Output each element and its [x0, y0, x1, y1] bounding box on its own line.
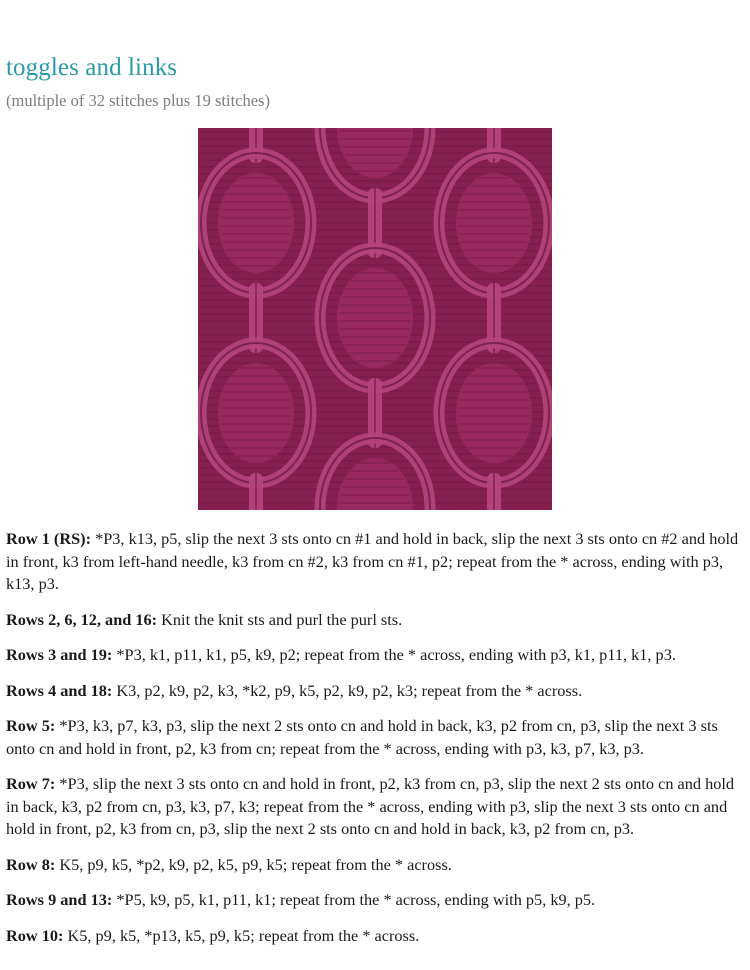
row-text: *P3, slip the next 3 sts onto cn and hold in front, p2, k3 from cn, p3, slip the next 2 sts onto cn and hold in back, k3, p2 from cn, p3, k3, p7, k3; repeat from the * across, ending with p3, slip the next 3 sts onto cn and hold in front, p2, k3 from cn, p3, slip the next 2 sts onto cn and hold in back, k3, p2 from cn, p3. [6, 774, 735, 838]
instruction-row [6, 854, 746, 877]
row-label: Row 8: [6, 854, 56, 874]
pattern-title: toggles and links [6, 54, 178, 81]
row-text: Knit the knit sts and purl the purl sts. [157, 609, 403, 629]
row-text: *P3, k13, p5, slip the next 3 sts onto cn #1 and hold in back, slip the next 3 sts onto cn #2 and hold in front, k3 from left-hand needle, k3 from cn #2, k3 from cn #1, p2; repeat from the * across, ending with p3, k13, p3. [6, 529, 739, 593]
row-label: Row 7: [6, 774, 56, 793]
instructions [6, 528, 746, 960]
pattern-subtitle: (multiple of 32 stitches plus 19 stitches) [6, 91, 270, 110]
row-label: Rows 4 and 18: [6, 680, 113, 700]
row-text: K5, p9, k5, *p13, k5, p9, k5; repeat from the * across. [63, 925, 420, 945]
instruction-row [6, 773, 746, 841]
row-label: Row 10: [6, 925, 64, 945]
instruction-row [6, 609, 746, 632]
row-text: K5, p9, k5, *p2, k9, p2, k5, p9, k5; repeat from the * across. [55, 854, 452, 874]
knitting-swatch-photo [198, 128, 552, 510]
row-label: Rows 2, 6, 12, and 16: [6, 609, 158, 629]
row-label: Rows 9 and 13: [6, 890, 113, 909]
instruction-row [6, 680, 746, 703]
swatch-illustration [198, 128, 552, 510]
row-text: *P3, k1, p11, k1, p5, k9, p2; repeat from the * across, ending with p3, k1, p11, k1, p3. [112, 645, 676, 664]
instruction-row [6, 715, 746, 760]
row-text: K3, p2, k9, p2, k3, *k2, p9, k5, p2, k9, p2, k3; repeat from the * across. [112, 680, 583, 700]
row-label: Rows 3 and 19: [6, 645, 113, 664]
row-text: *P5, k9, p5, k1, p11, k1; repeat from the * across, ending with p5, k9, p5. [112, 890, 596, 909]
row-label: Row 5: [6, 716, 56, 735]
instruction-row [6, 925, 746, 948]
instruction-row [6, 528, 746, 596]
row-text: *P3, k3, p7, k3, p3, slip the next 2 sts onto cn and hold in back, k3, p2 from cn, p3, slip the next 3 sts onto cn and hold in front, p2, k3 from cn; repeat from the * across, ending with p3, k3, p7, k3, p3. [6, 716, 718, 758]
instruction-row [6, 889, 746, 912]
instruction-row [6, 644, 746, 667]
row-label: Row 1 (RS): [6, 529, 92, 548]
